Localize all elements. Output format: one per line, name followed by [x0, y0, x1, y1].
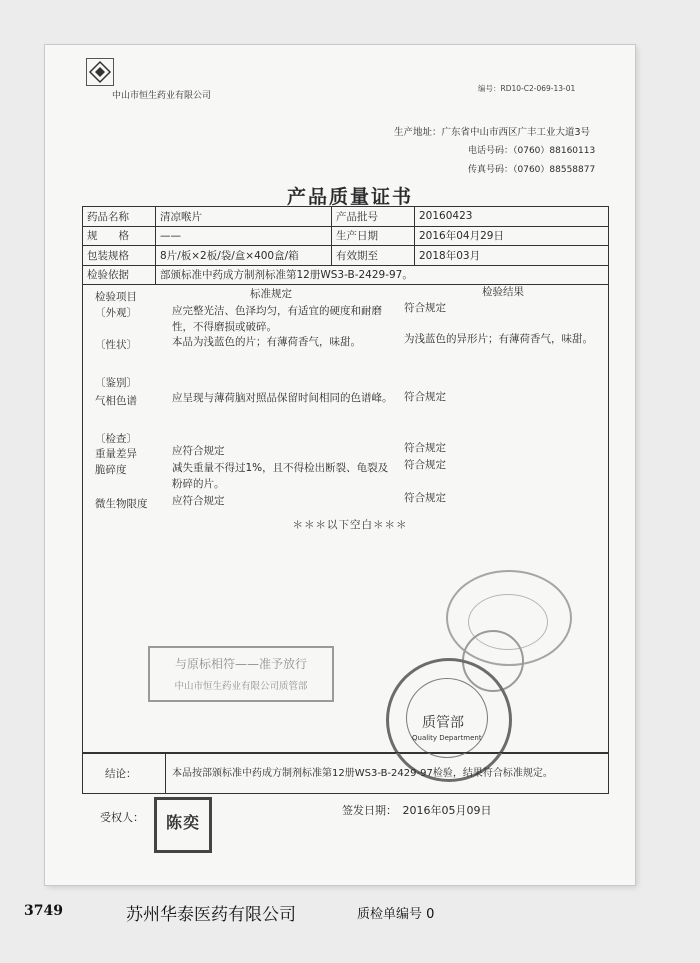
friability-item: 脆碎度	[95, 464, 127, 476]
character-result: 为浅蓝色的异形片；有薄荷香气，味甜。	[404, 333, 593, 345]
gc-item: 气相色谱	[95, 395, 137, 407]
friability-standard: 减失重量不得过1%，且不得检出断裂、龟裂及粉碎的片。	[172, 462, 389, 490]
expiry-value: 2018年03月	[415, 246, 609, 266]
release-stamp-line2: 中山市恒生药业有限公司质管部	[174, 681, 308, 692]
weight-item: 重量差异	[95, 448, 137, 460]
micro-item: 微生物限度	[95, 498, 148, 510]
friability-result: 符合规定	[404, 459, 446, 471]
expiry-label: 有效期至	[332, 246, 415, 266]
gc-standard: 应呈现与薄荷脑对照品保留时间相同的色谱峰。	[172, 392, 393, 404]
gc-result: 符合规定	[404, 391, 446, 403]
micro-standard: 应符合规定	[172, 495, 225, 507]
package-value: 8片/板×2板/袋/盒×400盒/箱	[156, 246, 332, 266]
header-item: 检验项目	[95, 291, 137, 303]
page-title: 产品质量证书	[286, 186, 413, 208]
appearance-result: 符合规定	[404, 302, 446, 314]
info-row	[83, 226, 609, 246]
footer-company: 苏州华泰医药有限公司	[126, 905, 296, 925]
document-number: 编号：RD10-C2-069-13-01	[478, 84, 576, 93]
authorized-person-label: 受权人：	[100, 811, 144, 824]
basis-value: 部颁标准中药成方制剂标准第12册WS3-B-2429-97。	[156, 265, 609, 285]
weight-result: 符合规定	[404, 442, 446, 454]
batch-value: 20160423	[415, 207, 609, 227]
phone-number: 电话号码：（0760）88160113	[468, 146, 596, 156]
character-item: 〔性状〕	[95, 339, 137, 351]
header-company-name: 中山市恒生药业有限公司	[112, 91, 212, 101]
fax-number: 传真号码：（0760）88558877	[468, 165, 596, 175]
info-row	[83, 265, 609, 285]
character-standard: 本品为浅蓝色的片；有薄荷香气，味甜。	[172, 336, 361, 348]
release-stamp-line1: 与原标相符——准予放行	[174, 657, 307, 671]
production-date-label: 生产日期	[332, 226, 415, 246]
footer-number: 3749	[24, 903, 63, 919]
conclusion-label: 结论：	[105, 768, 137, 780]
issue-date: 签发日期： 2016年05月09日	[342, 804, 492, 817]
production-address: 生产地址：广东省中山市西区广丰工业大道3号	[394, 127, 591, 138]
identification-section: 〔鉴别〕	[95, 377, 137, 389]
blank-note: ＊＊＊以下空白＊＊＊	[292, 519, 408, 531]
spec-label: 规 格	[83, 226, 156, 246]
micro-result: 符合规定	[404, 492, 446, 504]
batch-label: 产品批号	[332, 207, 415, 227]
basis-label: 检验依据	[83, 265, 156, 285]
conclusion-text: 本品按部颁标准中药成方制剂标准第12册WS3-B-2429-97检验，结果符合标准规定。	[172, 768, 553, 779]
appearance-section: 〔外观〕	[95, 307, 137, 319]
release-stamp	[148, 646, 334, 702]
info-row	[83, 246, 609, 266]
inspection-section: 〔检查〕	[95, 433, 137, 445]
authorized-person-chop: 陈奕	[154, 797, 212, 853]
conclusion-divider	[165, 753, 166, 793]
appearance-standard: 应完整光洁、色泽均匀，有适宜的硬度和耐磨性，不得磨损或破碎。	[172, 305, 382, 333]
weight-standard: 应符合规定	[172, 445, 225, 457]
drug-name-label: 药品名称	[83, 207, 156, 227]
spec-value: ——	[156, 226, 332, 246]
info-row	[83, 207, 609, 227]
quality-dept-en: Quality Department	[412, 734, 482, 742]
header-standard: 标准规定	[250, 288, 292, 300]
product-info-table	[82, 206, 609, 285]
quality-dept-cn: 质管部	[422, 715, 464, 731]
drug-name-value: 清凉喉片	[156, 207, 332, 227]
company-logo-icon	[86, 58, 114, 86]
header-result: 检验结果	[482, 286, 524, 298]
package-label: 包装规格	[83, 246, 156, 266]
production-date-value: 2016年04月29日	[415, 226, 609, 246]
footer-qc-sheet: 质检单编号 0	[357, 907, 435, 922]
